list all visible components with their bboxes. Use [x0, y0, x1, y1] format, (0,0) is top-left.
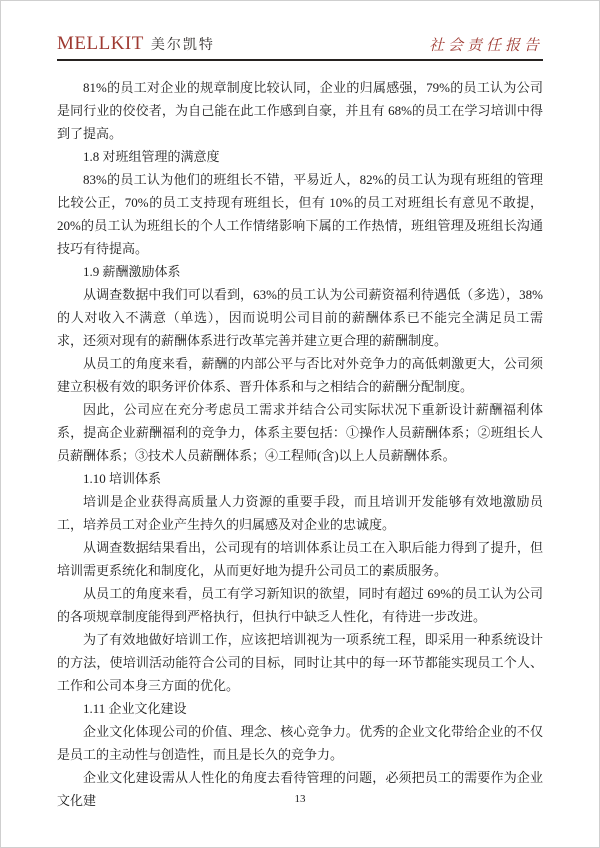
paragraph-culture-humanized: 企业文化建设需从人性化的角度去看待管理的问题，必须把员工的需要作为企业文化建: [57, 770, 543, 808]
section-heading-1-9: 1.9 薪酬激励体系: [83, 264, 181, 279]
report-title: 社会责任报告: [428, 38, 543, 54]
paragraph-training-importance: 培训是企业获得高质量人力资源的重要手段，而且培训开发能够有效地激励员工，培养员工对企业产生持久的归属感及对企业的忠诚度。: [57, 494, 543, 532]
document-body: [57, 76, 543, 812]
paragraph-survey-regulations: 81%的员工对企业的规章制度比较认同，企业的归属感强，79%的员工认为公司是同行业的佼佼者，为自己能在此工作感到自豪，并且有 68%的员工在学习培训中得到了提高。: [57, 80, 543, 141]
section-heading-1-10: 1.10 培训体系: [83, 471, 162, 486]
page-number: 13: [294, 793, 306, 805]
paragraph-salary-system-design: 因此，公司应在充分考虑员工需求并结合公司实际状况下重新设计薪酬福利体系，提高企业薪酬福利的竞争力，体系主要包括：①操作人员薪酬体系；②班组长人员薪酬体系；③技术人员薪酬体系；④工程师(含)以上人员薪酬体系。: [57, 402, 543, 463]
paragraph-team-leader-satisfaction: 83%的员工认为他们的班组长不错，平易近人，82%的员工认为现有班组的管理比较公正，70%的员工支持现有班组长，但有 10%的员工对班组长有意见不敢提，20%的员工认为班组长的个人工作情绪影响下属的工作热情，班组管理及班组长沟通技巧有待提高。: [57, 172, 543, 256]
paragraph-training-employee-view: 从员工的角度来看，员工有学习新知识的欲望，同时有超过 69%的员工认为公司的各项规章制度能得到严格执行，但执行中缺乏人性化，有待进一步改进。: [57, 586, 543, 624]
brand-logo-text: MELLKIT: [57, 33, 144, 54]
section-heading-1-8: 1.8 对班组管理的满意度: [83, 149, 220, 164]
paragraph-training-system-approach: 为了有效地做好培训工作，应该把培训视为一项系统工程，即采用一种系统设计的方法，使培训活动能符合公司的目标，同时让其中的每一环节都能实现员工个人、工作和公司本身三方面的优化。: [57, 632, 543, 693]
brand: [57, 33, 215, 55]
page-footer: [1, 793, 599, 805]
paragraph-salary-survey: 从调查数据中我们可以看到，63%的员工认为公司薪资福利待遇低（多选），38%的人对收入不满意（单选），因而说明公司目前的薪酬体系已不能完全满足员工需求，还须对现有的薪酬体系进行改革完善并建立更合理的薪酬制度。: [57, 287, 543, 348]
section-heading-1-11: 1.11 企业文化建设: [83, 701, 187, 716]
brand-chinese-name: 美尔凯特: [150, 38, 215, 53]
paragraph-salary-fairness: 从员工的角度来看，薪酬的内部公平与否比对外竞争力的高低刺激更大，公司须建立积极有效的职务评价体系、晋升体系和与之相结合的薪酬分配制度。: [57, 356, 543, 394]
paragraph-training-survey: 从调查数据结果看出，公司现有的培训体系让员工在入职后能力得到了提升，但培训需更系统化和制度化，从而更好地为提升公司员工的素质服务。: [57, 540, 543, 578]
paragraph-culture-value: 企业文化体现公司的价值、理念、核心竞争力。优秀的企业文化带给企业的不仅是员工的主动性与创造性，而且是长久的竞争力。: [57, 724, 543, 762]
page-header: [57, 1, 543, 61]
